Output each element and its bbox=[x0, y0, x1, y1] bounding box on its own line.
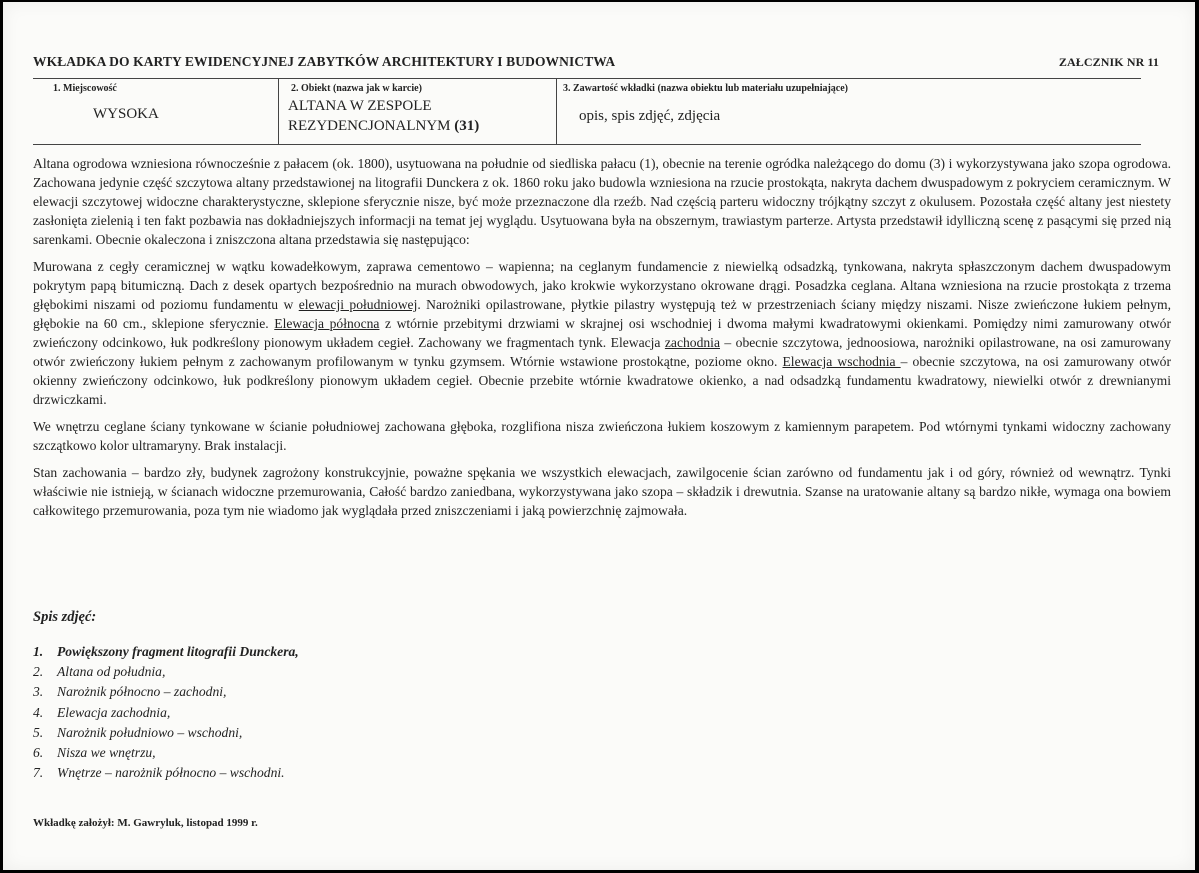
description-text bbox=[33, 154, 1171, 528]
table-divider bbox=[556, 79, 557, 144]
description-paragraph: Murowana z cegły ceramicznej w wątku kowadełkowym, zaprawa cementowo – wapienna; na ceglanym fundamencie z niewielką odsadzką, tynkowana, nakryta spłaszczonym dachem dwuspadowym pokrytym papą bitumiczną. Dach z desek opartych bezpośrednio na murach obwodowych, jako krokwie wykorzystano okrowane drągi. Posadzka ceglana. Altana wzniesiona na rzucie prostokąta z trzema głębokimi niszami od poziomu fundamentu w elewacji południowej. Narożniki opilastrowane, płytkie pilastry występują też w przestrzeniach ściany między niszami. Nisze zwieńczone łukiem pełnym, głębokie na 60 cm., sklepione sferycznie. Elewacja północna z wtórnie przebitymi drzwiami w skrajnej osi wschodniej i dwoma małymi kwadratowymi okienkami. Pomiędzy nimi zamurowany otwór zwieńczony odcinkowo, łuk podkreślony pionowym układem cegieł. Zachowany we fragmentach tynk. Elewacja zachodnia – obecnie szczytowa, jednoosiowa, narożniki opilastrowane, na osi zamurowany otwór zwieńczony łukiem pełnym z zachowanym profilowanym w tynku gzymsem. Wtórnie wstawione prostokątne, poziome okno. Elewacja wschodnia – obecnie szczytowa, na osi zamurowany otwór okienny zwieńczony odcinkowo, łuk podkreślony pionowym układem cegieł. Obecnie przebite wtórnie kwadratowe okienko, a nad odsadzką fundamentu kwadratowy, niewielki otwór z drewnianymi drzwiczkami. bbox=[33, 259, 1171, 407]
table-divider bbox=[278, 79, 279, 144]
photo-list bbox=[33, 642, 299, 783]
contents-label: 3. Zawartość wkładki (nazwa obiektu lub materiału uzupełniające) bbox=[563, 83, 849, 94]
locality-label: 1. Miejscowość bbox=[53, 83, 117, 94]
list-item: 6. Nisza we wnętrzu, bbox=[33, 745, 156, 761]
list-item: 3. Narożnik północno – zachodni, bbox=[33, 684, 227, 700]
list-item: 5. Narożnik południowo – wschodni, bbox=[33, 724, 243, 740]
document-header bbox=[33, 54, 1173, 70]
author-note: Wkładkę założył: M. Gawryluk, listopad 1999 r. bbox=[33, 817, 258, 829]
photo-list-title: Spis zdjęć: bbox=[33, 609, 97, 625]
list-item: 1. Powiększony fragment litografii Dunckera, bbox=[33, 644, 299, 659]
annex-number: ZAŁCZNIK NR 11 bbox=[1058, 55, 1159, 69]
document-sheet bbox=[3, 2, 1195, 870]
info-table bbox=[33, 78, 1141, 145]
object-label: 2. Obiekt (nazwa jak w karcie) bbox=[291, 83, 422, 94]
contents-value: opis, spis zdjęć, zdjęcia bbox=[579, 108, 721, 124]
list-item: 4. Elewacja zachodnia, bbox=[33, 704, 171, 720]
list-item: 2. Altana od południa, bbox=[33, 664, 166, 680]
description-paragraph: Altana ogrodowa wzniesiona równocześnie z pałacem (ok. 1800), usytuowana na południe od siedliska pałacu (1), obecnie na terenie ogródka należącego do domu (3) i wykorzystywana jako szopa ogrodowa. Zachowana jedynie część szczytowa altany przedstawionej na litografii Dunckera z ok. 1860 roku jako budowla wzniesiona na rzucie prostokąta, nakryta dachem dwuspadowym z pokryciem ceramicznym. W elewacji szczytowej widoczne charakterystyczne, sklepione sferycznie nisze, być może przeznaczone dla rzeźb. Nad częścią parteru widoczny trójkątny szczyt z okulusem. Pozostała część altany jest niestety zasłonięta zielenią i ten fakt pozbawia nas dokładniejszych informacji na temat jej wyglądu. Usytuowana była na obszernym, trawiastym parterze. Artysta przedstawił idylliczną scenę z pasącymi się przed nią sarenkami. Obecnie okaleczona i zniszczona altana przedstawia się następująco: bbox=[33, 156, 1171, 247]
locality-value: WYSOKA bbox=[93, 106, 159, 122]
object-number: (31) bbox=[454, 118, 480, 134]
object-value-line1: ALTANA W ZESPOLE bbox=[288, 98, 432, 114]
description-paragraph: Stan zachowania – bardzo zły, budynek zagrożony konstrukcyjnie, poważne spękania we wszystkich elewacjach, zawilgocenie ścian zarówno od fundamentu jak i od góry, również od wewnątrz. Tynki właściwie nie istnieją, w ścianach widoczne przemurowania, Całość bardzo zaniedbana, wykorzystywana jako szopa – składzik i drewutnia. Szanse na uratowanie altany są bardzo nikłe, wymaga ona bowiem całkowitego przemurowania, poza tym nie wiadomo jak wyglądała przed zniszczeniami i jaką powierzchnię zajmowała. bbox=[33, 465, 1171, 518]
object-value-line2: REZYDENCJONALNYM (31) bbox=[288, 118, 480, 134]
description-paragraph: We wnętrzu ceglane ściany tynkowane w ścianie południowej zachowana głęboka, rozglifiona nisza zwieńczona łukiem koszowym z kamiennym parapetem. Pod wtórnymi tynkami widoczny zachowany szczątkowo kolor ultramaryny. Brak instalacji. bbox=[33, 419, 1171, 453]
document-title: WKŁADKA DO KARTY EWIDENCYJNEJ ZABYTKÓW ARCHITEKTURY I BUDOWNICTWA bbox=[33, 54, 616, 69]
list-item: 7. Wnętrze – narożnik północno – wschodni. bbox=[33, 765, 285, 781]
